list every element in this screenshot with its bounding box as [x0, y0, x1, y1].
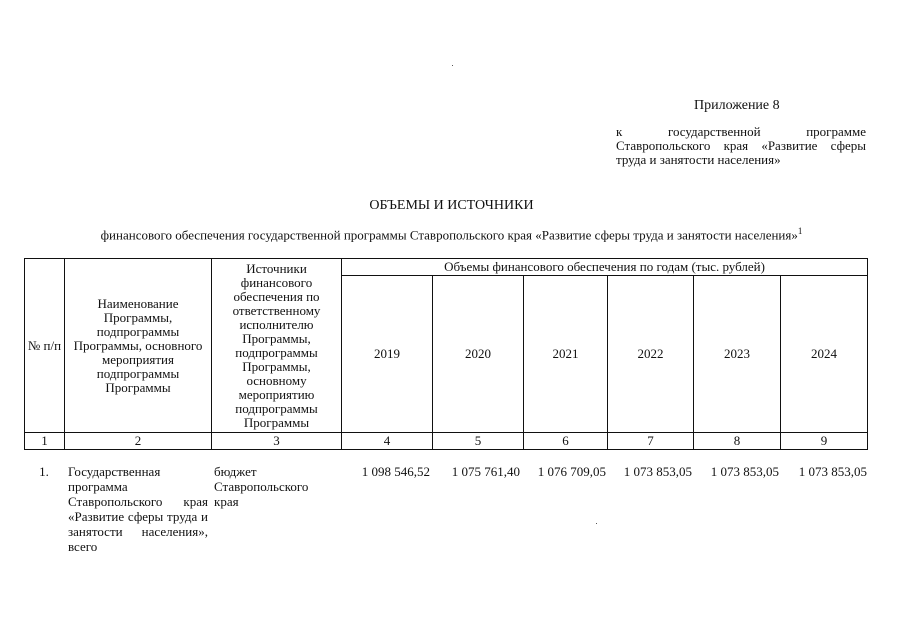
header-name: Наименование Программы, подпрограммы Программы, основного мероприятия подпрограммы Программы — [65, 259, 212, 433]
document-subtitle — [0, 226, 903, 243]
footnote-mark: 1 — [797, 226, 803, 236]
column-number: 9 — [781, 433, 868, 450]
funding-source: бюджет Ставропольского края — [214, 464, 309, 509]
document-title: ОБЪЕМЫ И ИСТОЧНИКИ — [369, 198, 534, 213]
value-2023: 1 073 853,05 — [710, 464, 779, 479]
header-source: Источники финансового обеспечения по ответственному исполнителю Программы, подпрограммы Программы, основному мероприятию подпрограммы Программы — [212, 259, 342, 433]
value-2021: 1 076 709,05 — [537, 464, 606, 479]
header-year: 2019 — [342, 276, 433, 433]
value-2020: 1 075 761,40 — [451, 464, 520, 479]
header-year: 2024 — [781, 276, 868, 433]
program-name: Государственная программа Ставропольского края «Развитие сферы труда и занятости населения», всего — [68, 464, 208, 554]
header-years-group: Объемы финансового обеспечения по годам (тыс. рублей) — [342, 259, 868, 276]
value-2024: 1 073 853,05 — [798, 464, 867, 479]
column-number: 2 — [65, 433, 212, 450]
column-number: 1 — [25, 433, 65, 450]
appendix-title: Приложение 8 — [694, 98, 780, 113]
value-2019: 1 098 546,52 — [361, 464, 430, 479]
appendix-subtitle: к государственной программе Ставропольского края «Развитие сферы труда и занятости населения» — [616, 124, 866, 167]
column-number-row — [25, 433, 868, 450]
row-number: 1. — [39, 464, 49, 479]
header-year: 2022 — [608, 276, 694, 433]
financing-table — [24, 258, 868, 450]
value-2022: 1 073 853,05 — [623, 464, 692, 479]
column-number: 3 — [212, 433, 342, 450]
column-number: 4 — [342, 433, 433, 450]
header-year: 2020 — [433, 276, 524, 433]
column-number: 6 — [524, 433, 608, 450]
scan-speck — [452, 65, 453, 66]
column-number: 7 — [608, 433, 694, 450]
scan-speck — [596, 523, 597, 524]
column-number: 8 — [694, 433, 781, 450]
header-year: 2021 — [524, 276, 608, 433]
column-number: 5 — [433, 433, 524, 450]
document-subtitle-text: финансового обеспечения государственной программы Ставропольского края «Развитие сферы труда и занятости населения» — [100, 227, 798, 243]
header-num: № п/п — [25, 259, 65, 433]
header-year: 2023 — [694, 276, 781, 433]
